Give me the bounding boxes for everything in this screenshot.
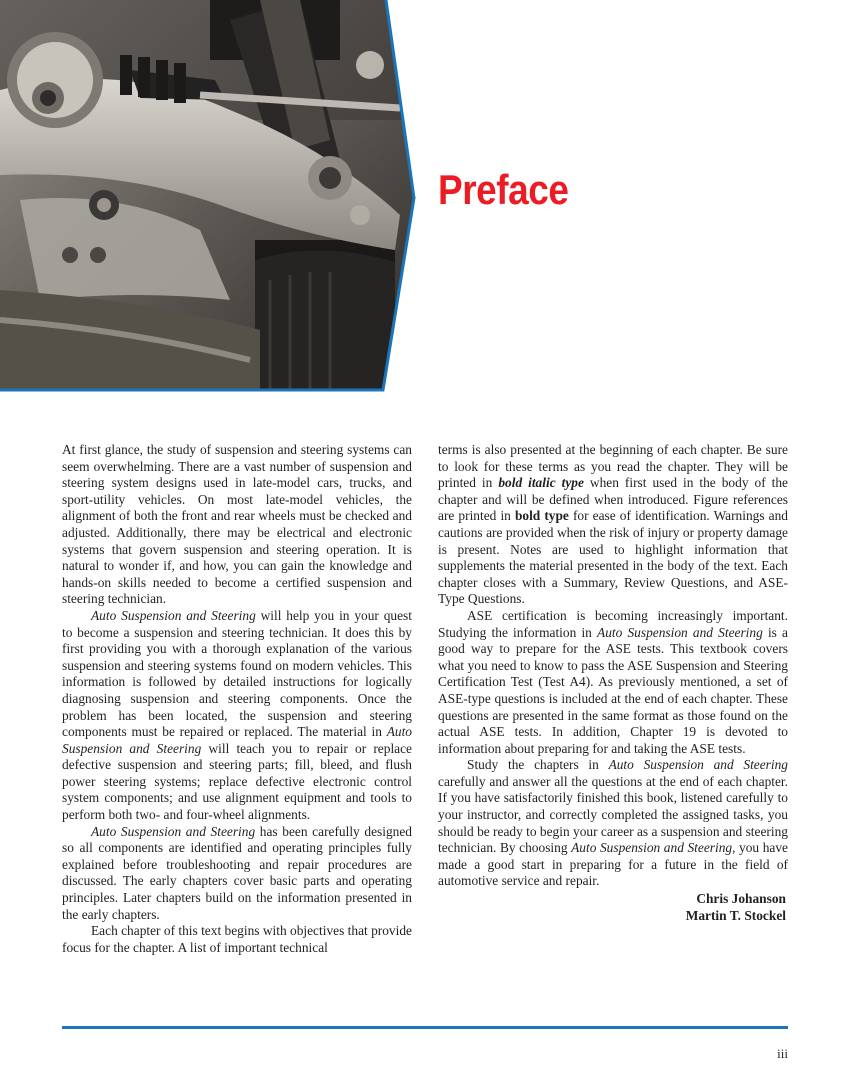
signature-block [438,891,788,924]
page-number: iii [777,1046,788,1061]
paragraph: Each chapter of this text begins with objectives that provide focus for the chapter. A list of important technical [62,923,412,955]
paragraph: At first glance, the study of suspension and steering systems can seem overwhelming. There are a vast number of suspension and steering system designs used in late-model cars, trucks, and sport-utility vehicles. On most late-model vehicles, the alignment of both the front and rear wheels must be checked and adjusted. Additionally, there may be electrical and electronic systems that govern suspension and steering operation. It is natural to wonder if, and how, you can gain the knowledge and hands-on skills needed to become a certified suspension and steering technician. [62,442,412,607]
car-suspension-photo [0,0,420,395]
footer-rule [62,1026,788,1029]
author-name: Martin T. Stockel [685,907,786,923]
page-title: Preface [438,166,569,213]
author-name: Chris Johanson [696,891,786,907]
paragraph: Study the chapters in Auto Suspension and Steering carefully and answer all the questions at the end of each chapter. If you have satisfactorily finished this book, listened carefully to your instructor, and correctly completed the assigned tasks, you should be ready to begin your career as a suspension and steering technician. By choosing Auto Suspension and Steering, you have made a good start in preparing for a future in the field of automotive service and repair. [438,757,789,889]
paragraph: Auto Suspension and Steering has been carefully designed so all components are identified and operating principles fully explained before troubleshooting and repair procedures are discussed. The early chapters cover basic parts and operating principles. Later chapters build on the information presented in the early chapters. [62,823,412,922]
right-column [438,442,788,924]
paragraph: terms is also presented at the beginning of each chapter. Be sure to look for these terms as you read the chapter. They will be printed in bold italic type when first used in the body of the chapter and will be defined when introduced. Figure references are printed in bold type for ease of identification. Warnings and cautions are provided when the risk of injury or property damage is present. Notes are used to highlight information that supplements the material presented in the body of the text. Each chapter closes with a Summary, Review Questions, and ASE-Type Questions. [438,442,789,607]
left-column [62,442,412,956]
paragraph: Auto Suspension and Steering will help you in your quest to become a suspension and steering technician. It does this by first providing you with a thorough explanation of the various suspension and steering systems found on modern vehicles. This information is followed by detailed instructions for logically diagnosing suspension and steering components. Once the problem has been located, the suspension and steering components must be repaired or replaced. The material in Auto Suspension and Steering will teach you to repair or replace defective suspension and steering parts; fill, bleed, and flush power steering systems; replace defective electronic control system components; and use alignment equipment and tools to perform both two- and four-wheel alignments. [62,607,412,823]
paragraph: ASE certification is becoming increasingly important. Studying the information in Auto Suspension and Steering is a good way to prepare for the ASE tests. This textbook covers what you need to know to pass the ASE Suspension and Steering Certification Test (Test A4). As previously mentioned, a set of ASE-type questions is included at the end of each chapter. These questions are presented in the same format as those found on the actual ASE tests. In addition, Chapter 19 is devoted to information about preparing for and taking the ASE tests. [438,607,789,756]
